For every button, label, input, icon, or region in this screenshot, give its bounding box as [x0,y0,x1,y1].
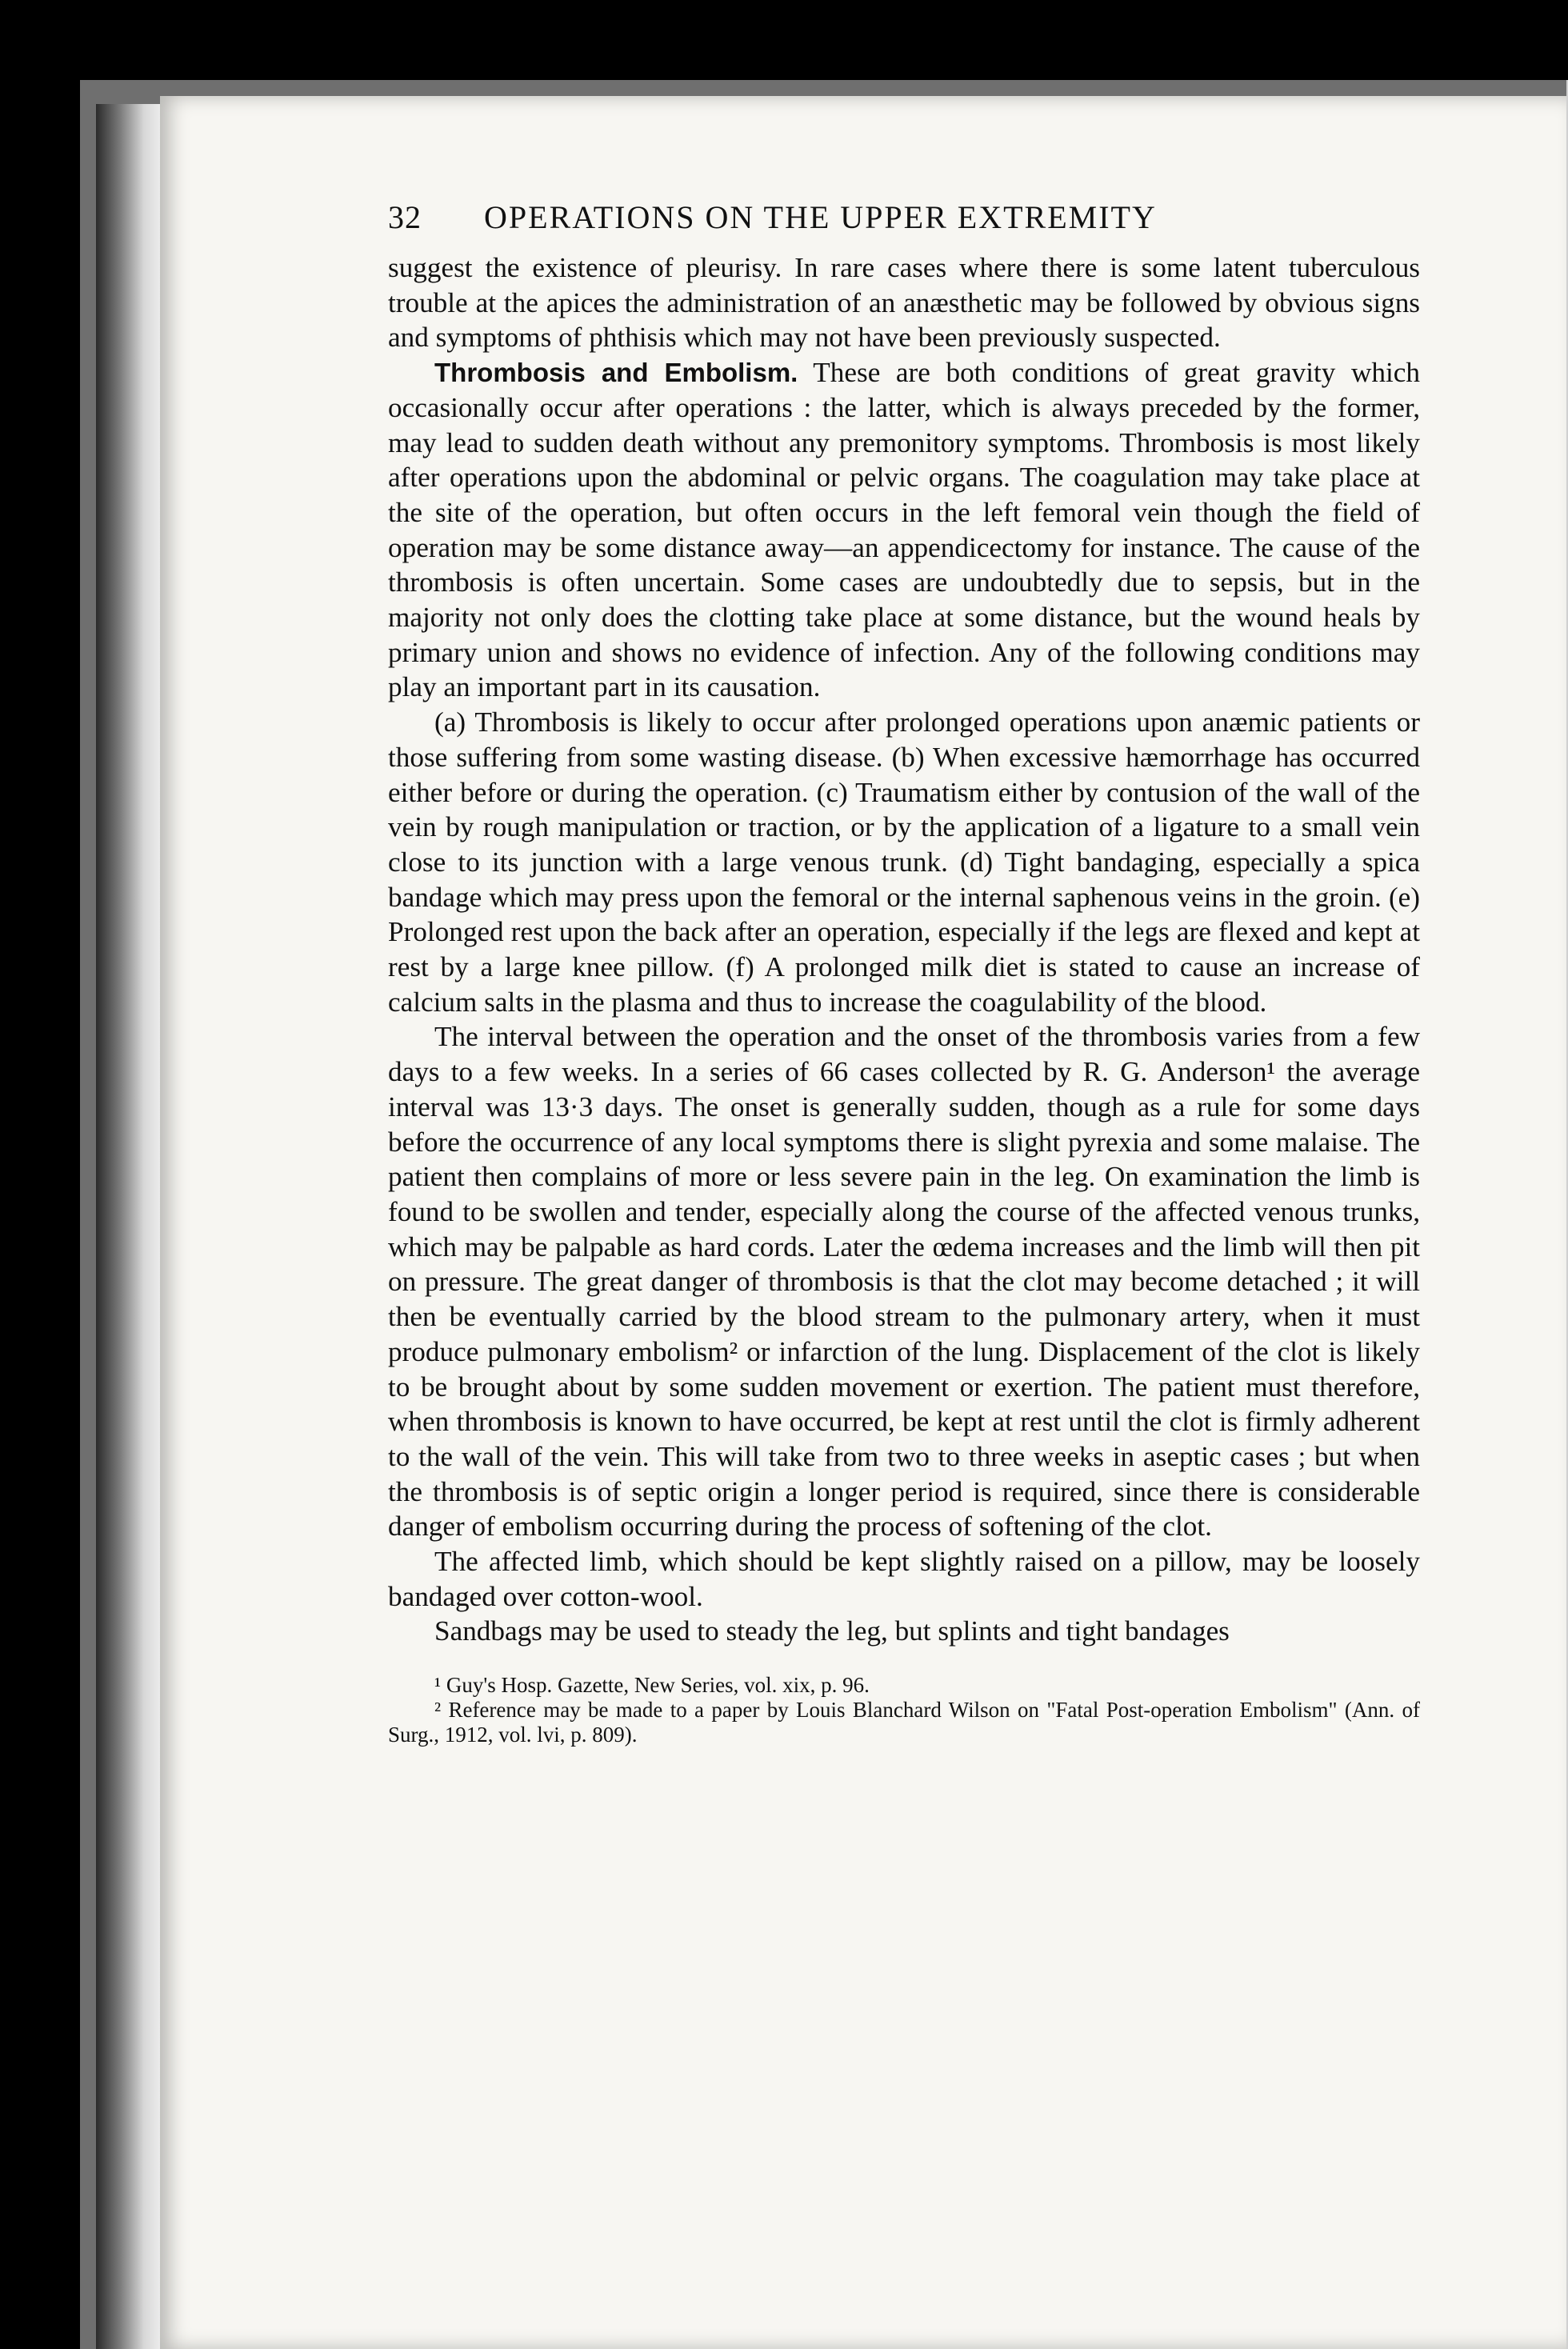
footnote: ² Reference may be made to a paper by Louis Blanchard Wilson on "Fatal Post-operation Embolism" (Ann. of Surg., 1912, vol. lvi, p. 809). [388,1698,1420,1747]
footnotes [388,1673,1420,1747]
running-head [388,198,1420,236]
section-heading: Thrombosis and Embolism. [434,358,798,388]
paragraph-text: suggest the existence of pleurisy. In rare cases where there is some latent tuberculous trouble at the apices the administration of an anæsthetic may be followed by obvious signs and symptoms of phthisis which may not have been previously suspected. [388,252,1420,354]
paragraph [388,1019,1420,1544]
paragraph-text: (a) Thrombosis is likely to occur after prolonged operations upon anæmic patients or those suffering from some wasting disease. (b) When excessive hæmorrhage has occurred either before or during the operation. (c) Traumatism either by contusion of the wall of the vein by rough manipulation or traction, or by the application of a ligature to a small vein close to its junction with a large venous trunk. (d) Tight bandaging, especially a spica bandage which may press upon the femoral or the internal saphenous veins in the groin. (e) Prolonged rest upon the back after an operation, especially if the legs are flexed and kept at rest by a large knee pillow. (f) A prolonged milk diet is stated to cause an increase of calcium salts in the plasma and thus to increase the coagulability of the blood. [388,706,1420,1018]
paragraph-text: Sandbags may be used to steady the leg, but splints and tight bandages [434,1615,1230,1647]
paragraph [388,705,1420,1019]
paragraph [388,1614,1420,1649]
paragraph-text: The interval between the operation and the onset of the thrombosis varies from a few days to a few weeks. In a series of 66 cases collected by R. G. Anderson¹ the average interval was 13·3 days. The onset is generally sudden, though as a rule for some days before the occurrence of any local symptoms there is slight pyrexia and some malaise. The patient then complains of more or less severe pain in the leg. On examination the limb is found to be swollen and tender, especially along the course of the affected venous trunks, which may be palpable as hard cords. Later the œdema increases and the limb will then pit on pressure. The great danger of thrombosis is that the clot may become detached ; it will then be eventually carried by the blood stream to the pulmonary artery, when it must produce pulmonary embolism² or infarction of the lung. Displacement of the clot is likely to be brought about by some sudden movement or exertion. The patient must therefore, when thrombosis is known to have occurred, be kept at rest until the clot is firmly adherent to the wall of the vein. This will take from two to three weeks in aseptic cases ; but when the thrombosis is of septic origin a longer period is required, since there is considerable danger of embolism occurring during the process of softening of the clot. [388,1021,1420,1543]
page-number: 32 [388,199,422,235]
paragraph-text: These are both conditions of great gravity which occasionally occur after operations : the latter, which is always preceded by the former, may lead to sudden death without any premonitory symptoms. Thrombosis is most likely after operations upon the abdominal or pelvic organs. The coagulation may take place at the site of the operation, but often occurs in the left femoral vein though the field of operation may be some distance away—an appendicectomy for instance. The cause of the thrombosis is often uncertain. Some cases are undoubtedly due to sepsis, but in the majority not only does the clotting take place at some distance, but the wound heals by primary union and shows no evidence of infection. Any of the following conditions may play an important part in its causation. [388,357,1420,703]
body-text [388,250,1420,1649]
paragraph-text: The affected limb, which should be kept slightly raised on a pillow, may be loosely bandaged over cotton-wool. [388,1546,1420,1612]
footnote: ¹ Guy's Hosp. Gazette, New Series, vol. xix, p. 96. [434,1673,870,1698]
paragraph [388,250,1420,355]
chapter-title: OPERATIONS ON THE UPPER EXTREMITY [484,199,1157,235]
paragraph [388,1544,1420,1614]
page-content [388,198,1420,1747]
book-gutter [96,104,165,2349]
paragraph [388,355,1420,705]
